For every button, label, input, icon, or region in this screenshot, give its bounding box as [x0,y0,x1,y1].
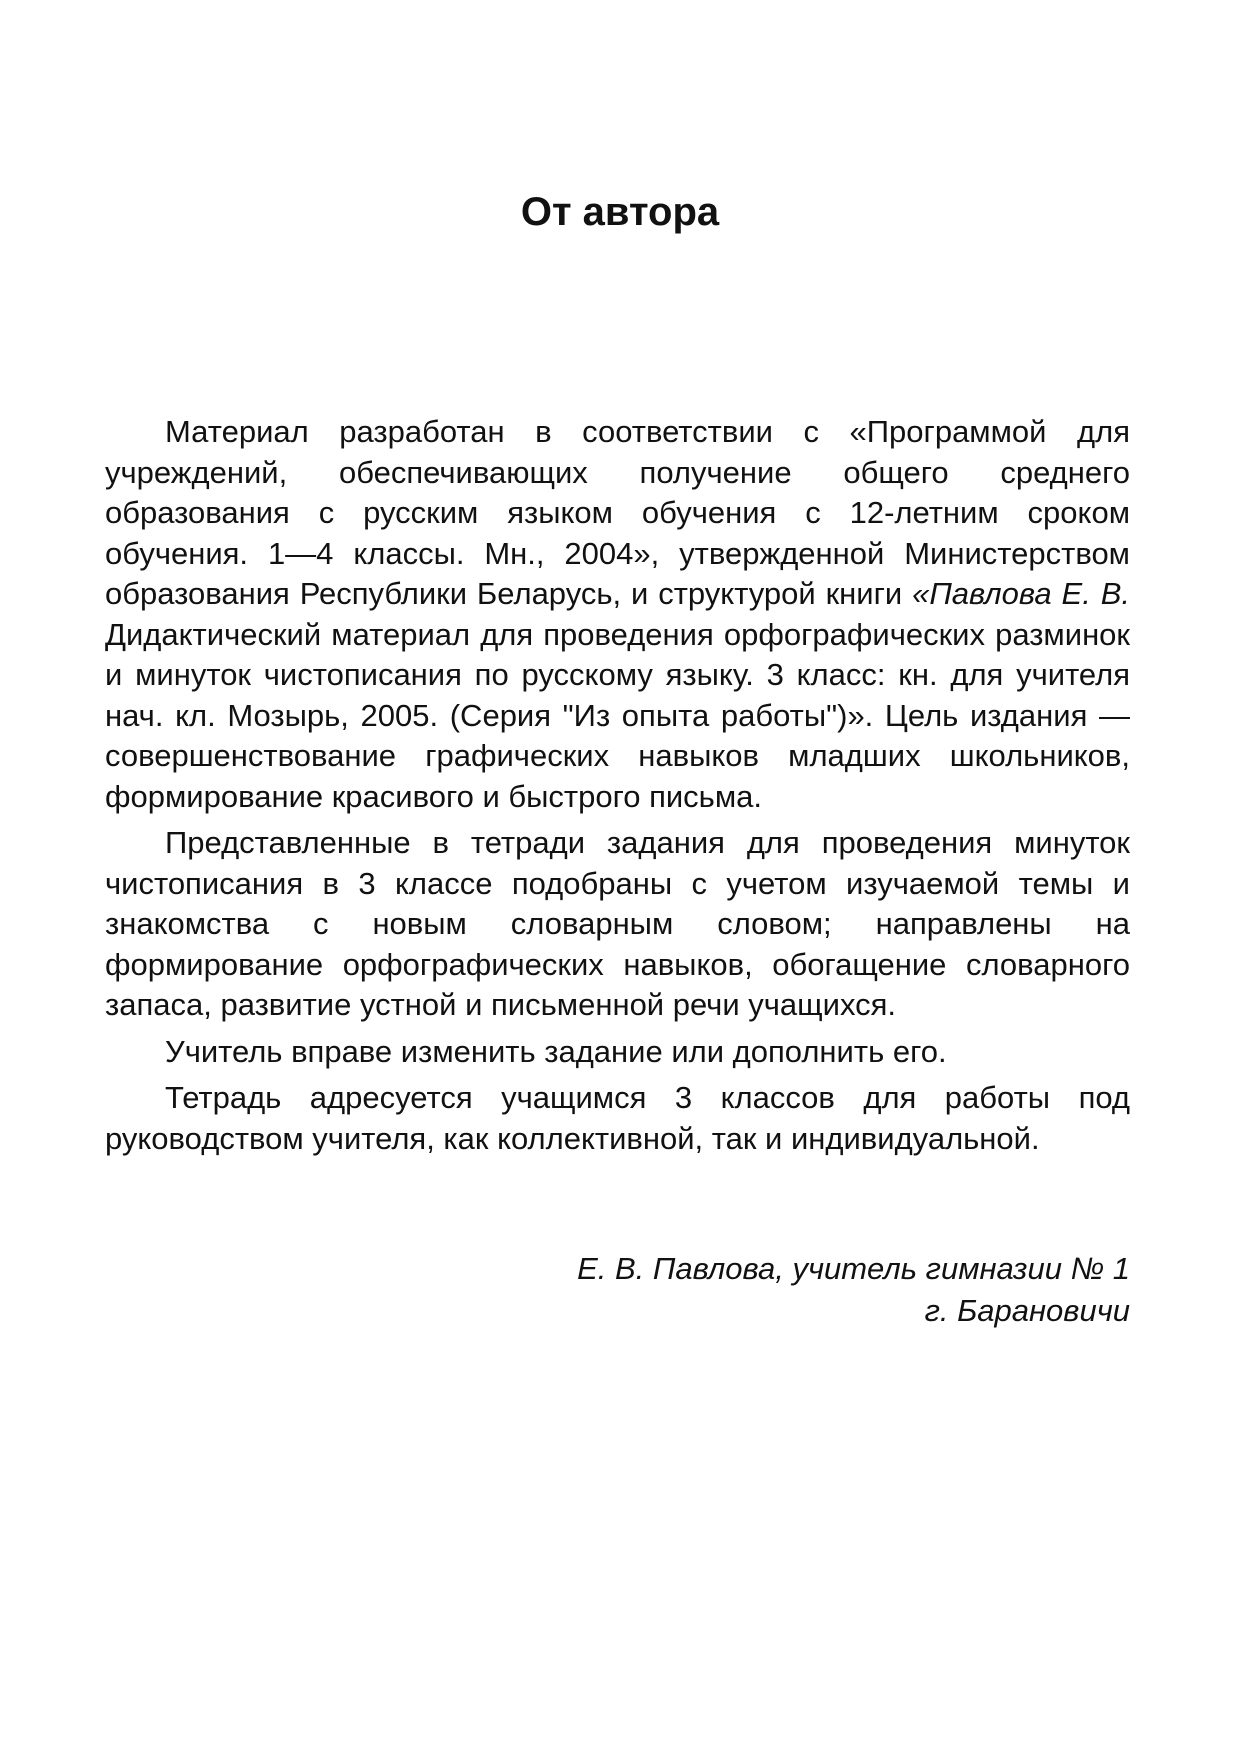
paragraph-1-part-1: Материал разработан в соответствии с «Программой для учреждений, обеспечивающих получение общего среднего образования с русским языком обучения с 12-летним сроком обучения. 1—4 классы. Мн., 2004», утвержденной Министерством образования Республики Беларусь, и структурой книги [105,414,1130,611]
paragraph-4: Тетрадь адресуется учащимся 3 классов для работы под руководством учителя, как коллективной, так и индивидуальной. [105,1080,1130,1156]
paragraph-1 [105,412,1130,817]
paragraph-1-part-2: Дидактический материал для проведения орфографических разминок и минуток чистописания по русскому языку. 3 класс: кн. для учителя нач. кл. Мозырь, 2005. (Серия "Из опыта работы")». Цель издания — совершенствование графических навыков младших школьников, формирование красивого и быстрого письма. [105,616,1130,814]
paragraph-3: Учитель вправе изменить задание или дополнить его. [165,1033,947,1069]
author-signature [105,1248,1130,1332]
signature-line-2: г. Барановичи [924,1293,1130,1328]
page-title: От автора [520,190,720,234]
signature-line-1: Е. В. Павлова, учитель гимназии № 1 [577,1251,1130,1286]
body-text [105,412,1130,1165]
paragraph-1-italic: «Павлова Е. В. [912,576,1130,611]
paragraph-2: Представленные в тетради задания для проведения минуток чистописания в 3 классе подобраны с учетом изучаемой темы и знакомства с новым словарным словом; направлены на формирование орфографических навыков, обогащение словарного запаса, развитие устной и письменной речи учащихся. [105,825,1130,1022]
